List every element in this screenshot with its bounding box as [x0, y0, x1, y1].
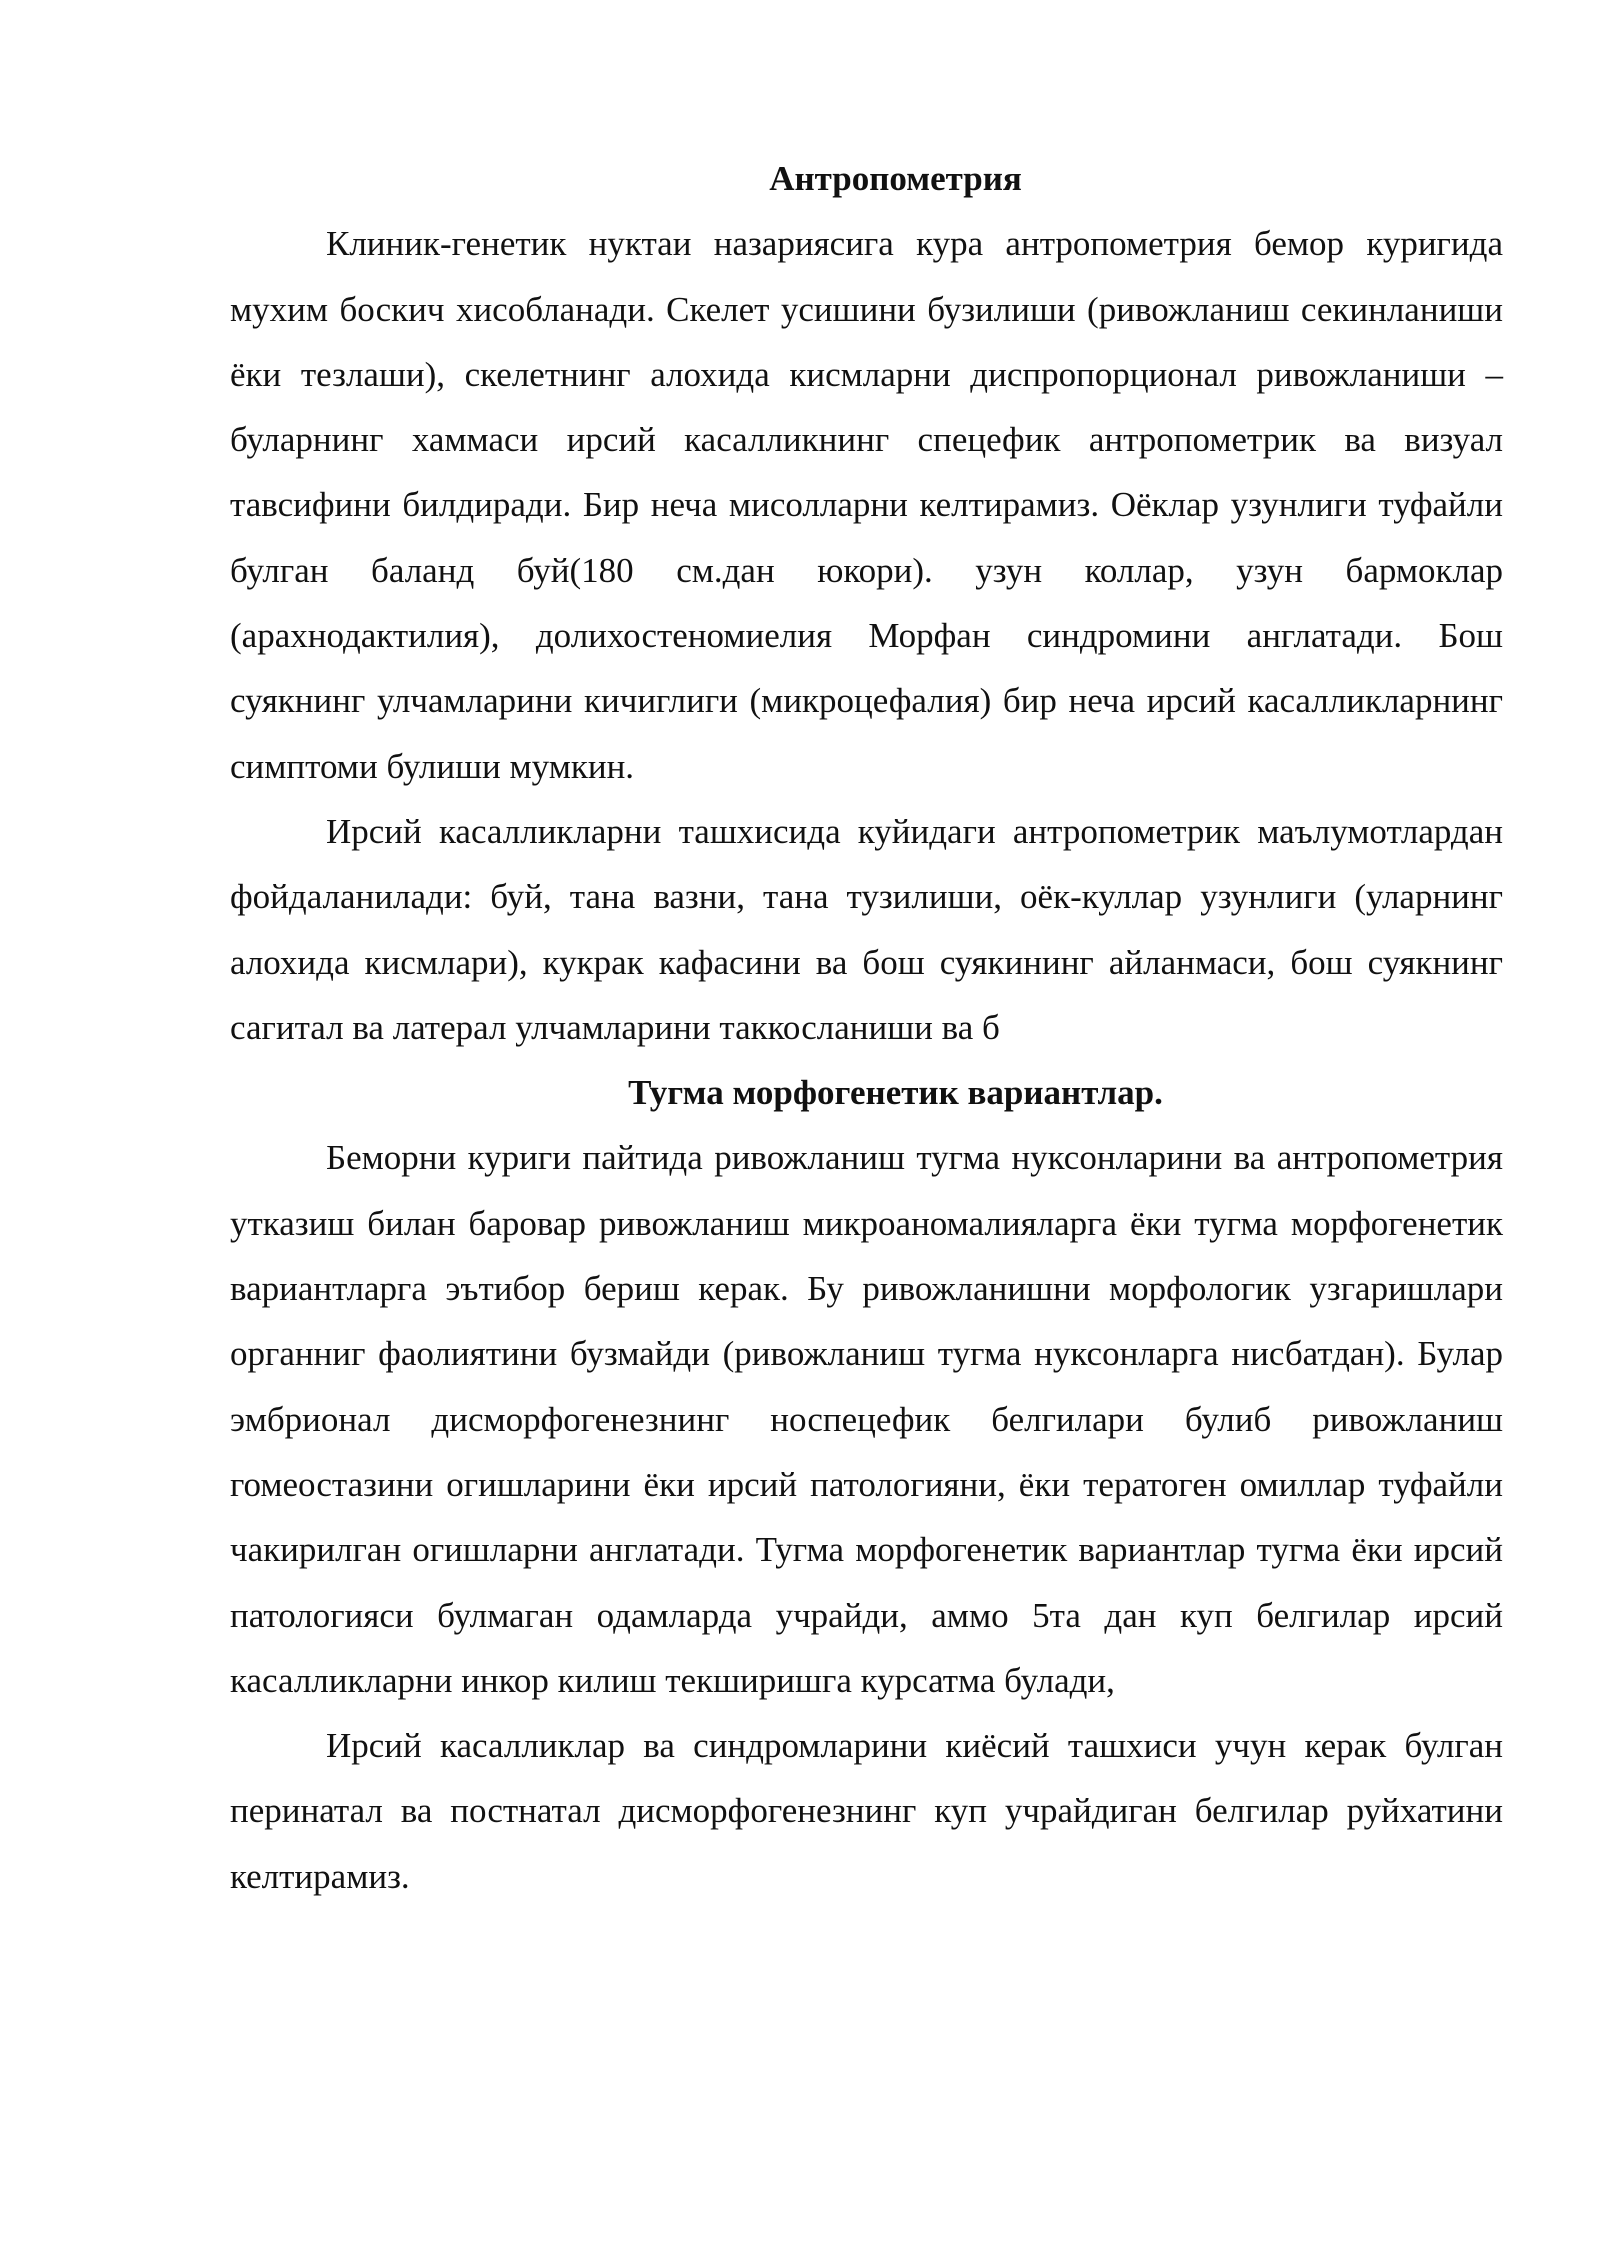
paragraph-anthropometry-data: Ирсий касалликларни ташхисида куйидаги антропометрик маълумотлардан фойдаланилади: буй, тана вазни, тана тузилиши, оёк-куллар узунлиги (уларнинг алохида кисмлари), кукрак кафасини ва бош суякининг айланмаси, бош суякнинг сагитал ва латерал улчамларини таккосланиши ва б [230, 811, 1503, 1047]
section-heading-anthropometry: Антропометрия [769, 159, 1022, 198]
paragraph-anthropometry-intro: Клиник-генетик нуктаи назариясига кура антропометрия бемор куригида мухим боскич хисобланади. Скелет усишини бузилиши (ривожланиш секинланиши ёки тезлаши), скелетнинг алохида кисмларни диспропорционал ривожланиши – буларнинг хаммаси ирсий касалликнинг спецефик антропометрик ва визуал тавсифини билдиради. Бир неча мисолларни келтирамиз. Оёклар узунлиги туфайли булган баланд буй(180 см.дан юкори). узун коллар, узун бармоклар (арахнодактилия), долихостеномиелия Морфан синдромини англатади. Бош суякнинг улчамларини кичиглиги (микроцефалия) бир неча ирсий касалликларнинг симптоми булиши мумкин. [230, 224, 1503, 786]
paragraph-morphogenetic-variants: Беморни куриги пайтида ривожланиш тугма нуксонларини ва антропометрия утказиш билан баровар ривожланиш микроаномалияларга ёки тугма морфогенетик вариантларга эътибор бериш керак. Бу ривожланишни морфологик узгаришлари органниг фаолиятини бузмайди (ривожланиш тугма нуксонларга нисбатдан). Булар эмбрионал дисморфогенезнинг носпецефик белгилари булиб ривожланиш гомеостазини огишларини ёки ирсий патологияни, ёки тератоген омиллар туфайли чакирилган огишларни англатади. Тугма морфогенетик вариантлар тугма ёки ирсий патологияси булмаган одамларда учрайди, аммо 5та дан куп белгилар ирсий касалликларни инкор килиш текширишга курсатма булади, [230, 1138, 1503, 1700]
paragraph-dysmorphogenesis-list-intro: Ирсий касалликлар ва синдромларини киёсий ташхиси учун керак булган перинатал ва постнатал дисморфогенезнинг куп учрайдиган белгилар руйхатини келтирамиз. [230, 1726, 1503, 1896]
document-page [230, 146, 1503, 1909]
section-heading-morphogenetic-variants: Тугма морфогенетик вариантлар. [628, 1073, 1163, 1113]
